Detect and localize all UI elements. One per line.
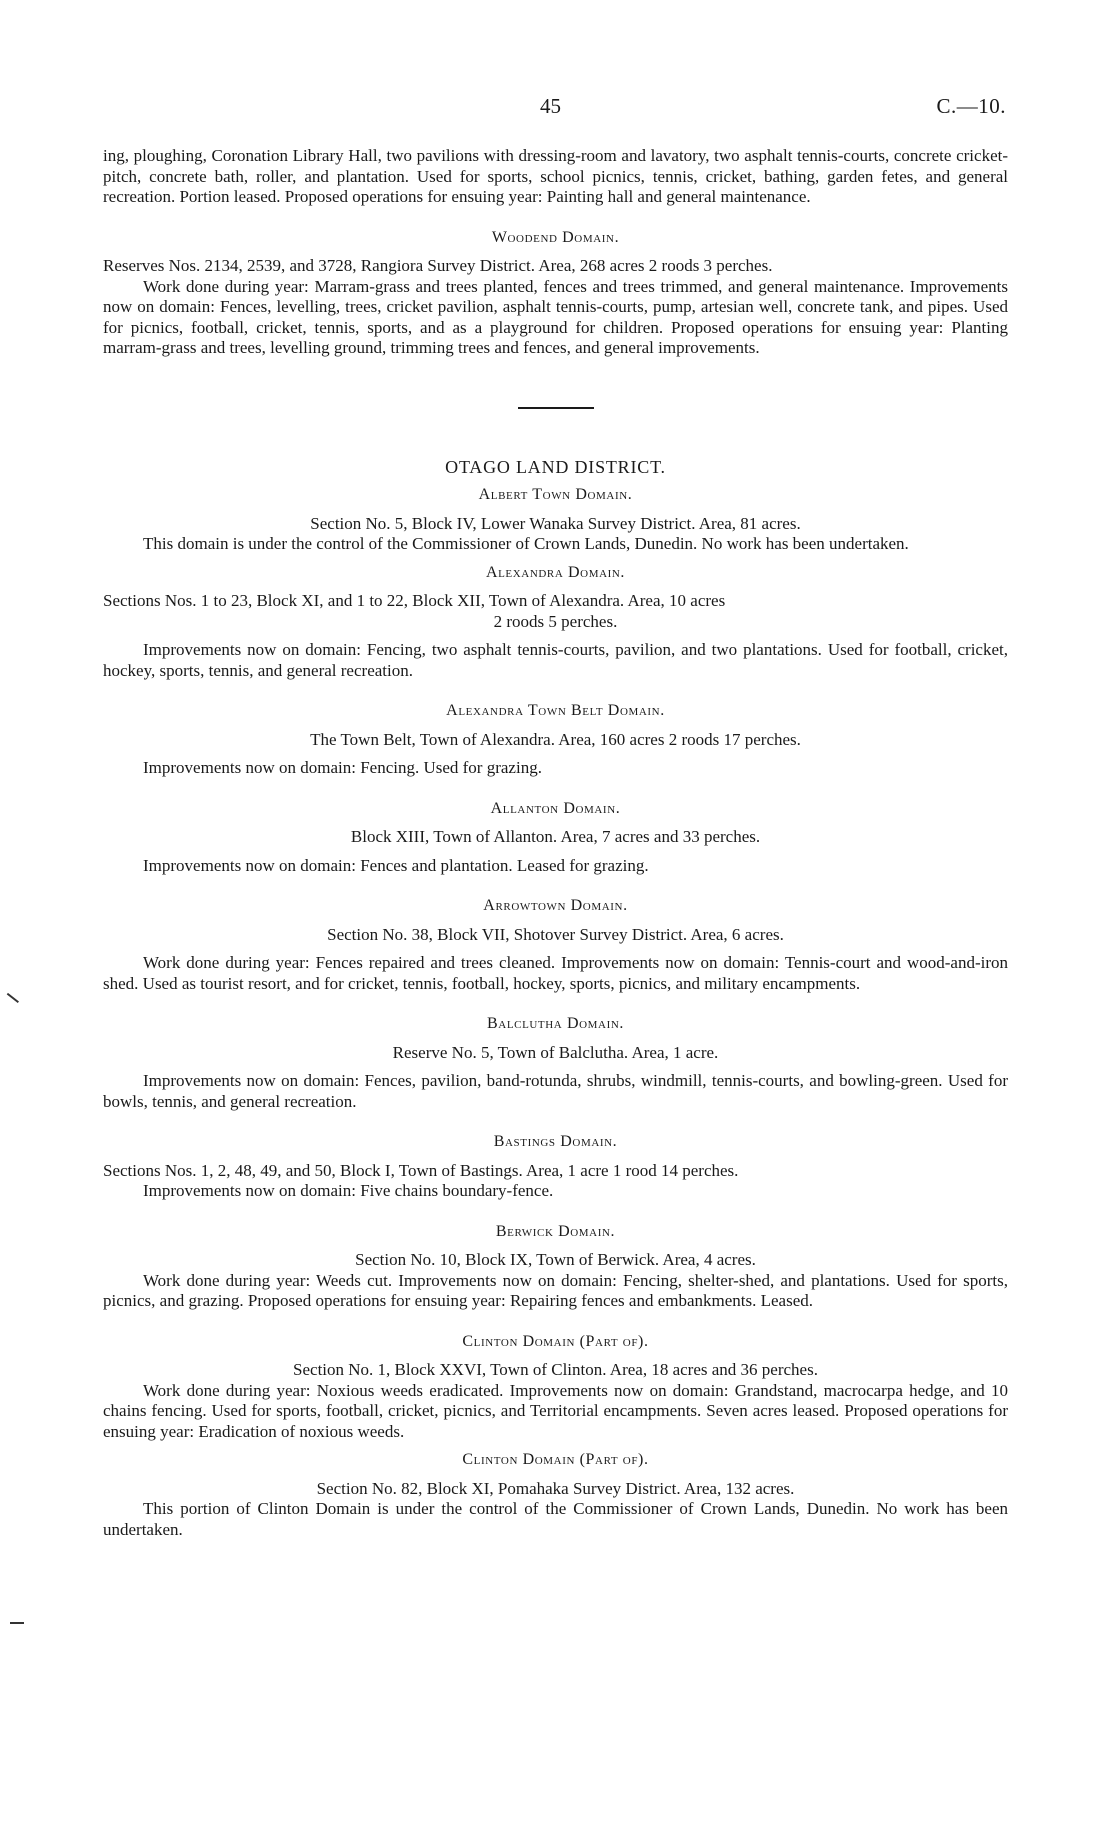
alexandra-line: Sections Nos. 1 to 23, Block XI, and 1 to 22, Block XII, Town of Alexandra. Area, 10 acres xyxy=(103,591,726,610)
albert-town-text: This domain is under the control of the Commissioner of Crown Lands, Dunedin. No work has been undertaken. xyxy=(143,534,909,553)
woodend-line: Reserves Nos. 2134, 2539, and 3728, Rangiora Survey District. Area, 268 acres 2 roods 3 perches. xyxy=(103,256,773,275)
document-body xyxy=(103,146,1008,1540)
arrowtown-text: Work done during year: Fences repaired and trees cleaned. Improvements now on domain: Tennis-court and wood-and-iron shed. Used as tourist resort, and for cricket, tennis, football, hockey, sports, picnics, and military encampments. xyxy=(103,953,1008,993)
intro-paragraph: ing, ploughing, Coronation Library Hall, two pavilions with dressing-room and lavatory, two asphalt tennis-courts, concrete cricket-pitch, concrete bath, roller, and plantation. Used for sports, school picnics, tennis, cricket, bathing, garden fetes, and general recreation. Portion leased. Proposed operations for ensuing year: Painting hall and general maintenance. xyxy=(103,146,1008,206)
clinton-1-line: Section No. 1, Block XXVI, Town of Clinton. Area, 18 acres and 36 perches. xyxy=(293,1360,818,1379)
page-header xyxy=(0,96,1114,120)
alexandra-text: Improvements now on domain: Fencing, two asphalt tennis-courts, pavilion, and two plantations. Used for football, cricket, hockey, sports, tennis, and general recreation. xyxy=(103,640,1008,680)
clinton-2-text: This portion of Clinton Domain is under the control of the Commissioner of Crown Lands, Dunedin. No work has been undertaken. xyxy=(103,1499,1008,1539)
clinton-2-heading: Clinton Domain (Part of). xyxy=(462,1451,649,1468)
district-heading: OTAGO LAND DISTRICT. xyxy=(445,456,666,477)
berwick-text: Work done during year: Weeds cut. Improvements now on domain: Fencing, shelter-shed, and plantations. Used for sports, picnics, and grazing. Proposed operations for ensuing year: Repairing fences and embankments. Leased. xyxy=(103,1270,1008,1310)
albert-town-heading: Albert Town Domain. xyxy=(478,486,633,503)
allanton-text: Improvements now on domain: Fences and plantation. Leased for grazing. xyxy=(143,855,649,875)
alexandra-town-belt-text: Improvements now on domain: Fencing. Used for grazing. xyxy=(143,758,542,777)
albert-town-line: Section No. 5, Block IV, Lower Wanaka Survey District. Area, 81 acres. xyxy=(310,513,801,533)
margin-mark xyxy=(7,993,19,1003)
berwick-heading: Berwick Domain. xyxy=(495,1222,616,1240)
balclutha-text: Improvements now on domain: Fences, pavilion, band-rotunda, shrubs, windmill, tennis-courts, and bowling-green. Used for bowls, tennis, and general recreation. xyxy=(103,1071,1008,1111)
woodend-heading: Woodend Domain. xyxy=(491,228,620,246)
bastings-line: Sections Nos. 1, 2, 48, 49, and 50, Block I, Town of Bastings. Area, 1 acre 1 rood 14 perches. xyxy=(103,1160,739,1180)
clinton-1-text: Work done during year: Noxious weeds eradicated. Improvements now on domain: Grandstand, macrocarpa hedge, and 10 chains fencing. Used for sports, football, cricket, picnics, and Territorial encampments. Seven acres leased. Proposed operations for ensuing year: Eradication of noxious weeds. xyxy=(103,1380,1008,1441)
alexandra-line-cont: 2 roods 5 perches. xyxy=(493,611,618,631)
alexandra-heading: Alexandra Domain. xyxy=(485,563,626,581)
balclutha-line: Reserve No. 5, Town of Balclutha. Area, 1 acre. xyxy=(392,1042,719,1062)
allanton-heading: Allanton Domain. xyxy=(490,799,621,817)
clinton-1-heading: Clinton Domain (Part of). xyxy=(462,1332,649,1350)
berwick-line: Section No. 10, Block IX, Town of Berwick. Area, 4 acres. xyxy=(355,1250,756,1269)
woodend-text: Work done during year: Marram-grass and trees planted, fences and trees trimmed, and general maintenance. Improvements now on domain: Fences, levelling, trees, cricket pavilion, asphalt tennis-courts, pump, artesian well, concrete tank, and pipes. Used for picnics, football, cricket, tennis, sports, and as a playground for children. Proposed operations for ensuing year: Planting marram-grass and trees, levelling ground, trimming trees and fences, and general improvements. xyxy=(103,276,1008,357)
allanton-line: Block XIII, Town of Allanton. Area, 7 acres and 33 perches. xyxy=(350,827,761,846)
balclutha-heading: Balclutha Domain. xyxy=(487,1015,624,1032)
alexandra-town-belt-line: The Town Belt, Town of Alexandra. Area, 160 acres 2 roods 17 perches. xyxy=(310,729,801,749)
margin-mark xyxy=(10,1622,24,1624)
clinton-2-line: Section No. 82, Block XI, Pomahaka Survey District. Area, 132 acres. xyxy=(316,1478,795,1498)
page-number: 45 xyxy=(540,94,561,118)
bastings-heading: Bastings Domain. xyxy=(493,1133,618,1150)
bastings-text: Improvements now on domain: Five chains boundary-fence. xyxy=(143,1181,554,1200)
paper-code: C.—10. xyxy=(936,94,1006,118)
alexandra-town-belt-heading: Alexandra Town Belt Domain. xyxy=(446,702,665,719)
arrowtown-line: Section No. 38, Block VII, Shotover Survey District. Area, 6 acres. xyxy=(327,924,784,944)
arrowtown-heading: Arrowtown Domain. xyxy=(483,897,628,914)
